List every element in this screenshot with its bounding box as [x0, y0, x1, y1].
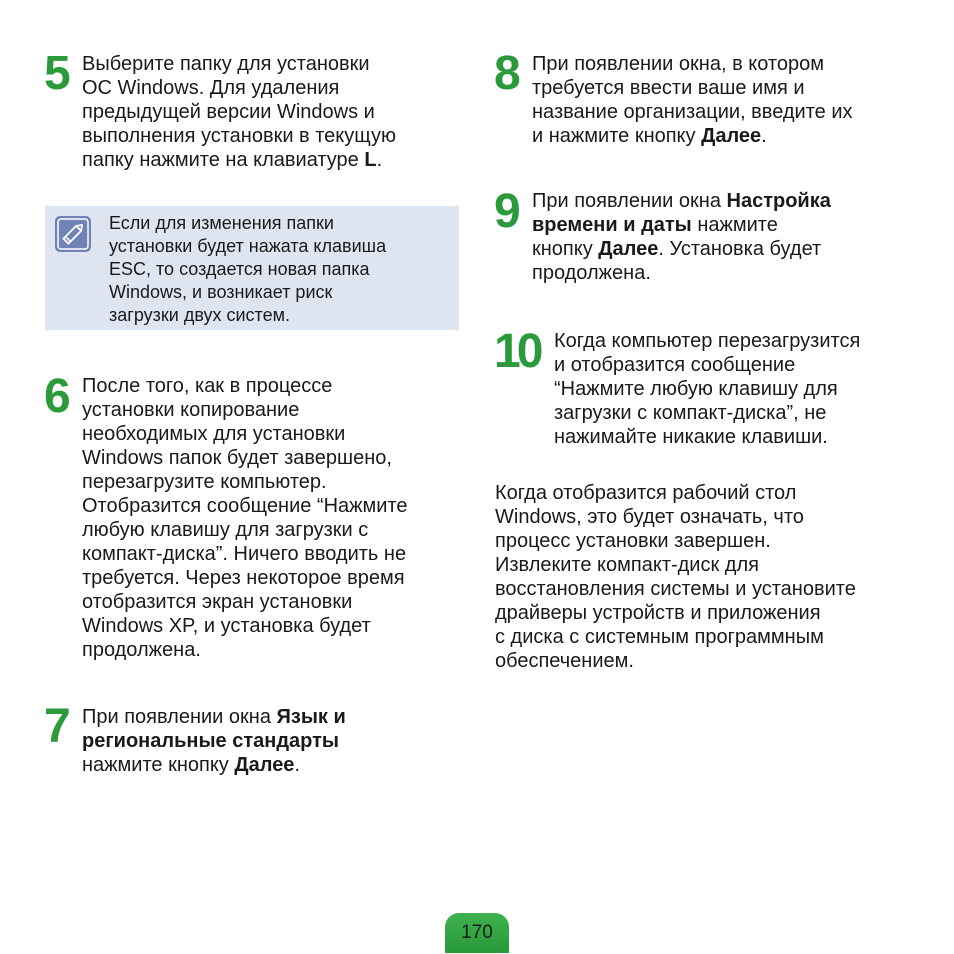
bold-term: L — [364, 149, 377, 171]
bold-term: Настройка времени и даты — [532, 190, 831, 236]
step-text: При появлении окна, в котором требуется ввести ваше имя и название организации, введите их и нажмите кнопку Далее. — [532, 53, 853, 147]
bold-term: Далее — [701, 125, 762, 147]
bold-term: Далее — [598, 238, 659, 260]
page-number: 170 — [445, 913, 509, 953]
step-number: 7 — [44, 700, 68, 753]
step-number: 9 — [494, 185, 518, 238]
step-text: Когда компьютер перезагрузится и отобразится сообщение “Нажмите любую клавишу для загрузки с компакт-диска”, не нажимайте никакие клавиши. — [554, 330, 861, 448]
step-text: После того, как в процессе установки копирование необходимых для установки Windows папок будет завершено, перезагрузите компьютер. Отобразится сообщение “Нажмите любую клавишу для загрузки с компакт-диска”. Ничего вводить не требуется. Через некоторое время отобразится экран установки Windows XP, и установка будет продолжена. — [82, 375, 408, 661]
pencil-note-icon — [55, 216, 91, 252]
step-text: При появлении окна Настройка времени и даты нажмите кнопку Далее. Установка будет продолжена. — [532, 190, 831, 284]
step-number: 8 — [494, 47, 518, 100]
step-number: 5 — [44, 47, 68, 100]
step-text: Выберите папку для установки ОС Windows. Для удаления предыдущей версии Windows и выполнения установки в текущую папку нажмите на клавиатуре L. — [82, 53, 396, 171]
bold-term: Далее — [234, 754, 295, 776]
step-number: 6 — [44, 370, 68, 423]
bold-term: Язык и региональные стандарты — [82, 706, 346, 752]
final-paragraph: Когда отобразится рабочий стол Windows, это будет означать, что процесс установки завершен. Извлеките компакт-диск для восстановления системы и установите драйверы устройств и приложения с диска с системным программным обеспечением. — [495, 482, 856, 672]
note-box — [45, 206, 459, 330]
step-number: 10 — [494, 325, 540, 378]
step-text: При появлении окна Язык и региональные стандарты нажмите кнопку Далее. — [82, 706, 346, 776]
note-text: Если для изменения папки установки будет нажата клавиша ESC, то создается новая папка Windows, и возникает риск загрузки двух систем. — [109, 213, 387, 325]
